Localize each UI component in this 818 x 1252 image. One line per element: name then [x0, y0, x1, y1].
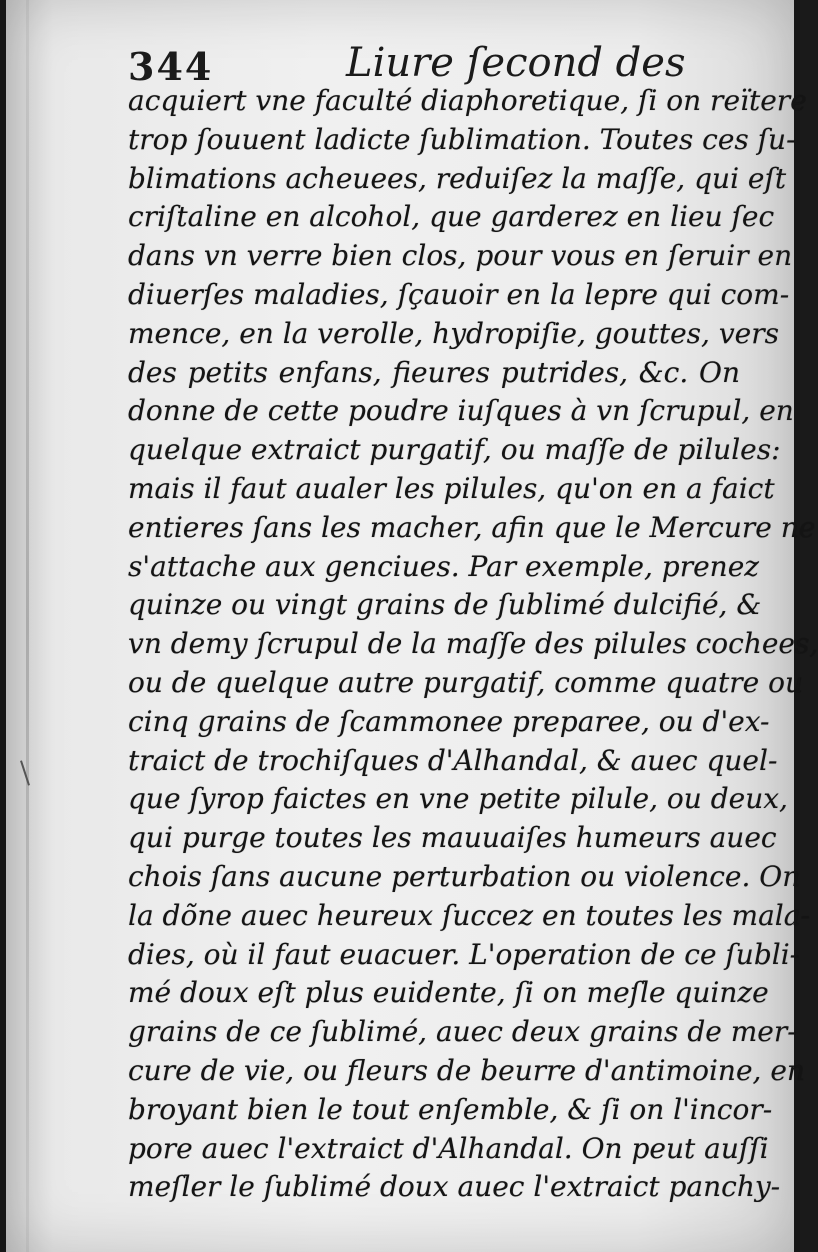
text-line: donne de cette poudre iuſques à vn ſcrupul, en: [128, 394, 794, 428]
page-crease: [26, 0, 29, 1252]
text-line: grains de ce ſublimé, auec deux grains de mer-: [128, 1015, 797, 1049]
text-line: acquiert vne faculté diaphoretique, ſi on reïtere: [128, 84, 807, 117]
text-line: qui purge toutes les mauuaiſes humeurs auec: [128, 821, 777, 855]
text-line: mais il faut aualer les pilules, qu'on en a faict: [128, 471, 775, 505]
text-line: diuerſes maladies, ſçauoir en la lepre qui com-: [128, 277, 790, 311]
text-line: des petits enfans, fieures putrides, &c. On: [128, 355, 740, 389]
text-line: mé doux eſt plus euidente, ſi on meſle quinze: [128, 976, 769, 1010]
body-text: [128, 82, 818, 1222]
text-line: traict de trochiſques d'Alhandal, & auec quel-: [128, 743, 778, 777]
text-line: cinq grains de ſcammonee preparee, ou d'ex-: [128, 704, 770, 738]
text-line: entieres ſans les macher, afin que le Mercure ne: [128, 510, 816, 544]
text-line: blimations acheuees, reduiſez la maſſe, qui eſt: [128, 161, 787, 195]
text-line: quelque extraict purgatif, ou maſſe de pilules:: [128, 433, 781, 467]
text-line: meſler le ſublimé doux auec l'extraict panchy-: [128, 1170, 781, 1204]
text-line: criſtaline en alcohol, que garderez en lieu ſec: [128, 200, 775, 234]
text-line: mence, en la verolle, hydropiſie, gouttes, vers: [128, 316, 779, 350]
text-line: trop ſouuent ladicte ſublimation. Toutes ces ſu-: [128, 122, 796, 156]
text-line: que ſyrop faictes en vne petite pilule, ou deux,: [128, 782, 788, 816]
page-number: 344: [128, 44, 214, 89]
text-line: la dõne auec heureux ſuccez en toutes les mala-: [128, 898, 810, 932]
text-line: quinze ou vingt grains de ſublimé dulcifié, &: [128, 588, 762, 622]
text-line: s'attache aux genciues. Par exemple, prenez: [128, 549, 760, 583]
running-head: Liure ſecond des: [346, 40, 686, 86]
text-line: ou de quelque autre purgatif, comme quatre ou: [128, 665, 804, 699]
text-line: dans vn verre bien clos, pour vous en ſeruir en: [128, 239, 793, 273]
text-line: pore auec l'extraict d'Alhandal. On peut auſſi: [128, 1131, 769, 1165]
text-line: vn demy ſcrupul de la maſſe des pilules cochees,: [128, 627, 818, 661]
text-line: chois ſans aucune perturbation ou violence. On: [128, 859, 801, 893]
text-line: broyant bien le tout enſemble, & ſi on l'incor-: [128, 1092, 773, 1126]
text-line: cure de vie, ou fleurs de beurre d'antimoine, en: [128, 1053, 805, 1087]
text-line: dies, où il faut euacuer. L'operation de ce ſubli-: [128, 937, 800, 971]
